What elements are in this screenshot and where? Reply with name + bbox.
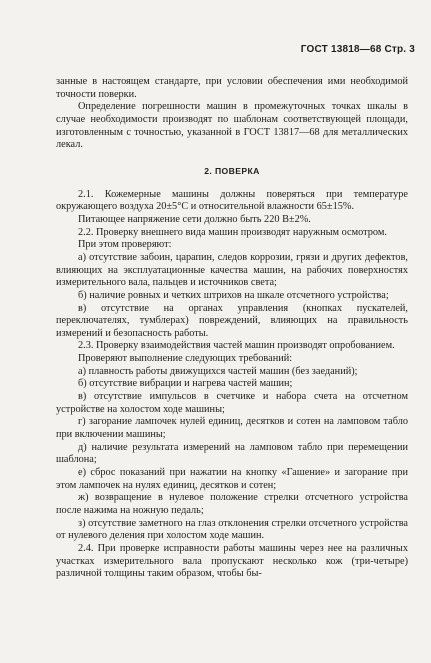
list-item-v: в) отсутствие на органах управления (кнопках пускателей, переключателях, тумблерах) повреждений, влияющих на правильность измерений и безопасность работы. (56, 302, 408, 339)
list-item-b: б) наличие ровных и четких штрихов на шкале отсчетного устройства; (78, 289, 389, 301)
paragraph-2-4: 2.4. При проверке исправности работы машины через нее на различных участках измерительного вала пропускают несколько кож (три-четыре) различной толщины таким образом, чтобы бы- (56, 542, 408, 580)
section-title: 2. ПОВЕРКА (204, 165, 260, 176)
list-item-e: е) сброс показаний при нажатии на кнопку «Гашение» и загорание при этом лампочек на нулях единиц, десятков и сотен; (56, 467, 408, 491)
paragraph-2-1: 2.1. Кожемерные машины должны поверяться при температуре окружающего воздуха 20±5°С и относительной влажности 65±15%. (56, 188, 408, 213)
paragraph-2-2: 2.2. Проверку внешнего вида машин производят наружным осмотром. (78, 226, 387, 238)
list-item-a2: а) плавность работы движущихся частей машин (без заеданий); (78, 365, 358, 377)
page-header: ГОСТ 13818—68 Стр. 3 (300, 44, 415, 55)
list-item-zh: ж) возвращение в нулевое положение стрелки отсчетного устройства после нажима на ножную педаль; (56, 492, 408, 516)
list-item-g: г) загорание лампочек нулей единиц, десятков и сотен на ламповом табло при включении машины; (56, 416, 408, 441)
list-item-v2: в) отсутствие импульсов в счетчике и набора счета на отсчетном устройстве на холостом ходе машины; (56, 391, 408, 415)
list-item-b2: б) отсутствие вибрации и нагрева частей машин; (78, 378, 293, 390)
paragraph-2-3: 2.3. Проверку взаимодействия частей машин производят опробованием. (78, 340, 395, 352)
list-item-a: а) отсутствие забоин, царапин, следов коррозии, грязи и других дефектов, влияющих на эксплуатационные качества машин, на рабочих поверхностях измерительного вала, пальцев и источников света; (56, 251, 408, 289)
paragraph-error-definition: Определение погрешности машин в промежуточных точках шкалы в случае необходимости производят по шаблонам соответствующей площади, изготовленным с точностью, указанной в ГОСТ 13817—68 для металлических лекал. (56, 101, 408, 151)
paragraph-continuation: занные в настоящем стандарте, при условии обеспечения ими необходимой точности поверки. (56, 76, 408, 100)
paragraph-requirements-intro: Проверяют выполнение следующих требований: (78, 353, 293, 365)
paragraph-voltage: Питающее напряжение сети должно быть 220 В±2%. (78, 213, 311, 225)
list-item-z: з) отсутствие заметного на глаз отклонения стрелки отсчетного устройства от нулевого деления при холостом ходе машин. (56, 517, 408, 542)
page-body (56, 76, 408, 581)
list-item-d: д) наличие результата измерений на ламповом табло при перемещении шаблона; (56, 441, 408, 466)
paragraph-check-intro: При этом проверяют: (78, 239, 172, 251)
